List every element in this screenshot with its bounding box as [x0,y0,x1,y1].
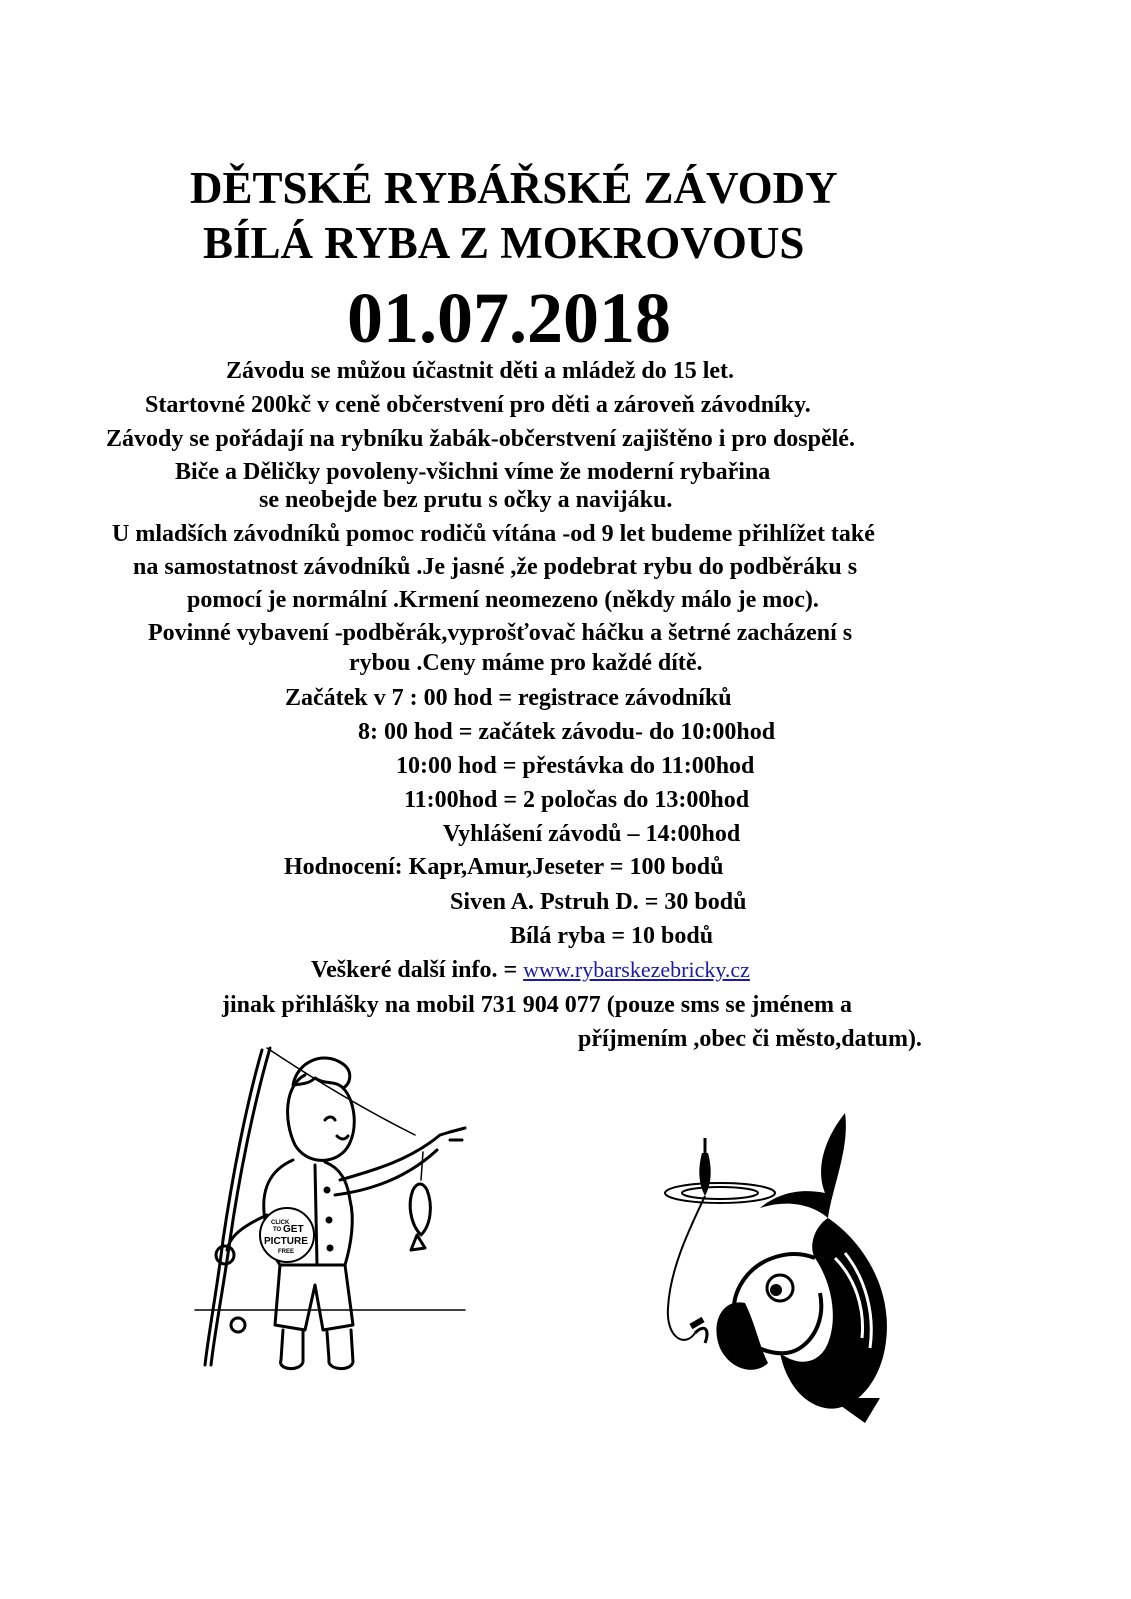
poster-title-line1: DĚTSKÉ RYBÁŘSKÉ ZÁVODY [190,163,838,213]
info-line: pomocí je normální .Krmení neomezeno (někdy málo je moc). [187,587,819,613]
stamp-text: GET [283,1224,304,1235]
info-line: Startovné 200kč v ceně občerstvení pro děti a zároveň závodníky. [145,392,811,418]
website-link[interactable]: www.rybarskezebricky.cz [523,957,750,982]
boy-fishing-illustration [175,1040,475,1380]
stamp-text: CLICK [271,1220,290,1226]
stamp-text: FREE [278,1249,295,1255]
stamp-text: PICTURE [264,1236,308,1247]
poster-date: 01.07.2018 [347,278,671,358]
poster-title-line2: BÍLÁ RYBA Z MOKROVOUS [203,218,805,268]
scoring-line: Bílá ryba = 10 bodů [510,923,714,949]
scoring-line: Siven A. Pstruh D. = 30 bodů [450,889,747,915]
info-line: Povinné vybavení -podběrák,vyprošťovač háčku a šetrné zacházení s [148,620,853,646]
contact-line: příjmením ,obec či město,datum). [578,1026,922,1052]
info-line: na samostatnost závodníků .Je jasné ,že podebrat rybu do podběráku s [133,554,858,580]
contact-line: jinak přihlášky na mobil 731 904 077 (pouze sms se jménem a [222,992,853,1018]
schedule-line: Začátek v 7 : 00 hod = registrace závodníků [285,685,732,711]
info-row [311,955,750,985]
stamp-text: TO [273,1227,282,1233]
schedule-line: 11:00hod = 2 poločas do 13:00hod [404,787,750,813]
info-line: Biče a Děličky povoleny-všichni víme že moderní rybařina [175,459,771,485]
info-line: Závodu se můžou účastnit děti a mládež do 15 let. [226,358,735,384]
info-line: Závody se pořádají na rybníku žabák-občerstvení zajištěno i pro dospělé. [106,426,855,452]
info-label: Veškeré další info. = [311,957,524,983]
schedule-line: Vyhlášení závodů – 14:00hod [443,821,741,847]
schedule-line: 10:00 hod = přestávka do 11:00hod [396,753,755,779]
jumping-fish-illustration [650,1108,910,1428]
schedule-line: 8: 00 hod = začátek závodu- do 10:00hod [358,719,776,745]
scoring-line: Hodnocení: Kapr,Amur,Jeseter = 100 bodů [284,854,724,880]
info-line: U mladších závodníků pomoc rodičů vítána -od 9 let budeme přihlížet také [112,521,875,547]
info-line: rybou .Ceny máme pro každé dítě. [349,650,703,676]
info-line: se neobejde bez prutu s očky a navijáku. [259,487,673,513]
